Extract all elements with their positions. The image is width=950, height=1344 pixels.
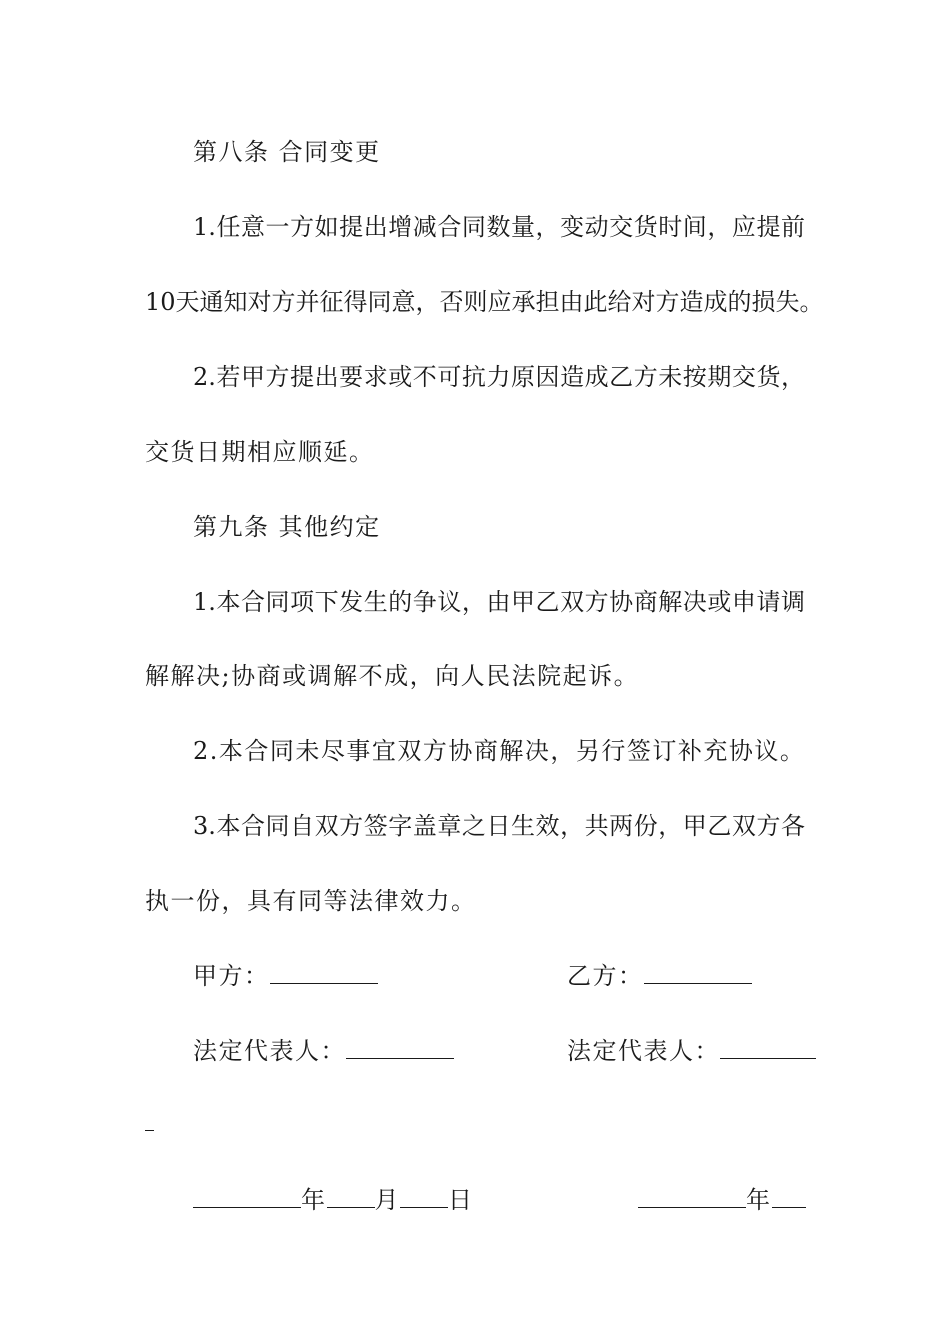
paragraph-line: 执一份，具有同等法律效力。: [145, 887, 477, 915]
party-a-blank: [270, 961, 378, 984]
party-a-label: 甲方：: [193, 962, 270, 990]
year-a-blank: [193, 1185, 301, 1208]
rep-a-field: [193, 1036, 454, 1066]
article-9-heading: 第九条 其他约定: [193, 513, 381, 541]
paragraph-line: 解解决;协商或调解不成，向人民法院起诉。: [145, 662, 640, 690]
date-a-field: [193, 1185, 474, 1215]
month-a-blank: [327, 1185, 375, 1208]
paragraph-line: 10天通知对方并征得同意，否则应承担由此给对方造成的损失。: [145, 288, 824, 316]
paragraph-line: 3.本合同自双方签字盖章之日生效，共两份，甲乙双方各: [193, 812, 805, 840]
party-b-field: [567, 961, 752, 991]
rep-a-blank: [346, 1036, 454, 1059]
party-b-label: 乙方：: [567, 962, 644, 990]
rep-b-label: 法定代表人：: [567, 1037, 720, 1065]
year-b-blank: [638, 1185, 746, 1208]
paragraph-line: 2.若甲方提出要求或不可抗力原因造成乙方未按期交货，: [193, 363, 805, 391]
rep-b-blank-overflow: [145, 1130, 154, 1131]
day-a-label: 日: [448, 1186, 474, 1214]
rep-b-blank: [720, 1036, 816, 1059]
month-a-label: 月: [374, 1186, 400, 1214]
party-b-blank: [644, 961, 752, 984]
rep-b-field: [567, 1036, 816, 1066]
party-a-field: [193, 961, 378, 991]
day-a-blank: [400, 1185, 448, 1208]
date-b-field: [638, 1185, 806, 1215]
paragraph-line: 交货日期相应顺延。: [145, 438, 375, 466]
article-8-heading: 第八条 合同变更: [193, 138, 381, 166]
year-a-label: 年: [301, 1186, 327, 1214]
rep-a-label: 法定代表人：: [193, 1037, 346, 1065]
paragraph-line: 1.任意一方如提出增减合同数量，变动交货时间，应提前: [193, 213, 805, 241]
year-b-label: 年: [746, 1186, 772, 1214]
paragraph-line: 1.本合同项下发生的争议，由甲乙双方协商解决或申请调: [193, 588, 805, 616]
paragraph-line: 2.本合同未尽事宜双方协商解决，另行签订补充协议。: [193, 737, 806, 765]
month-b-blank: [772, 1185, 806, 1208]
